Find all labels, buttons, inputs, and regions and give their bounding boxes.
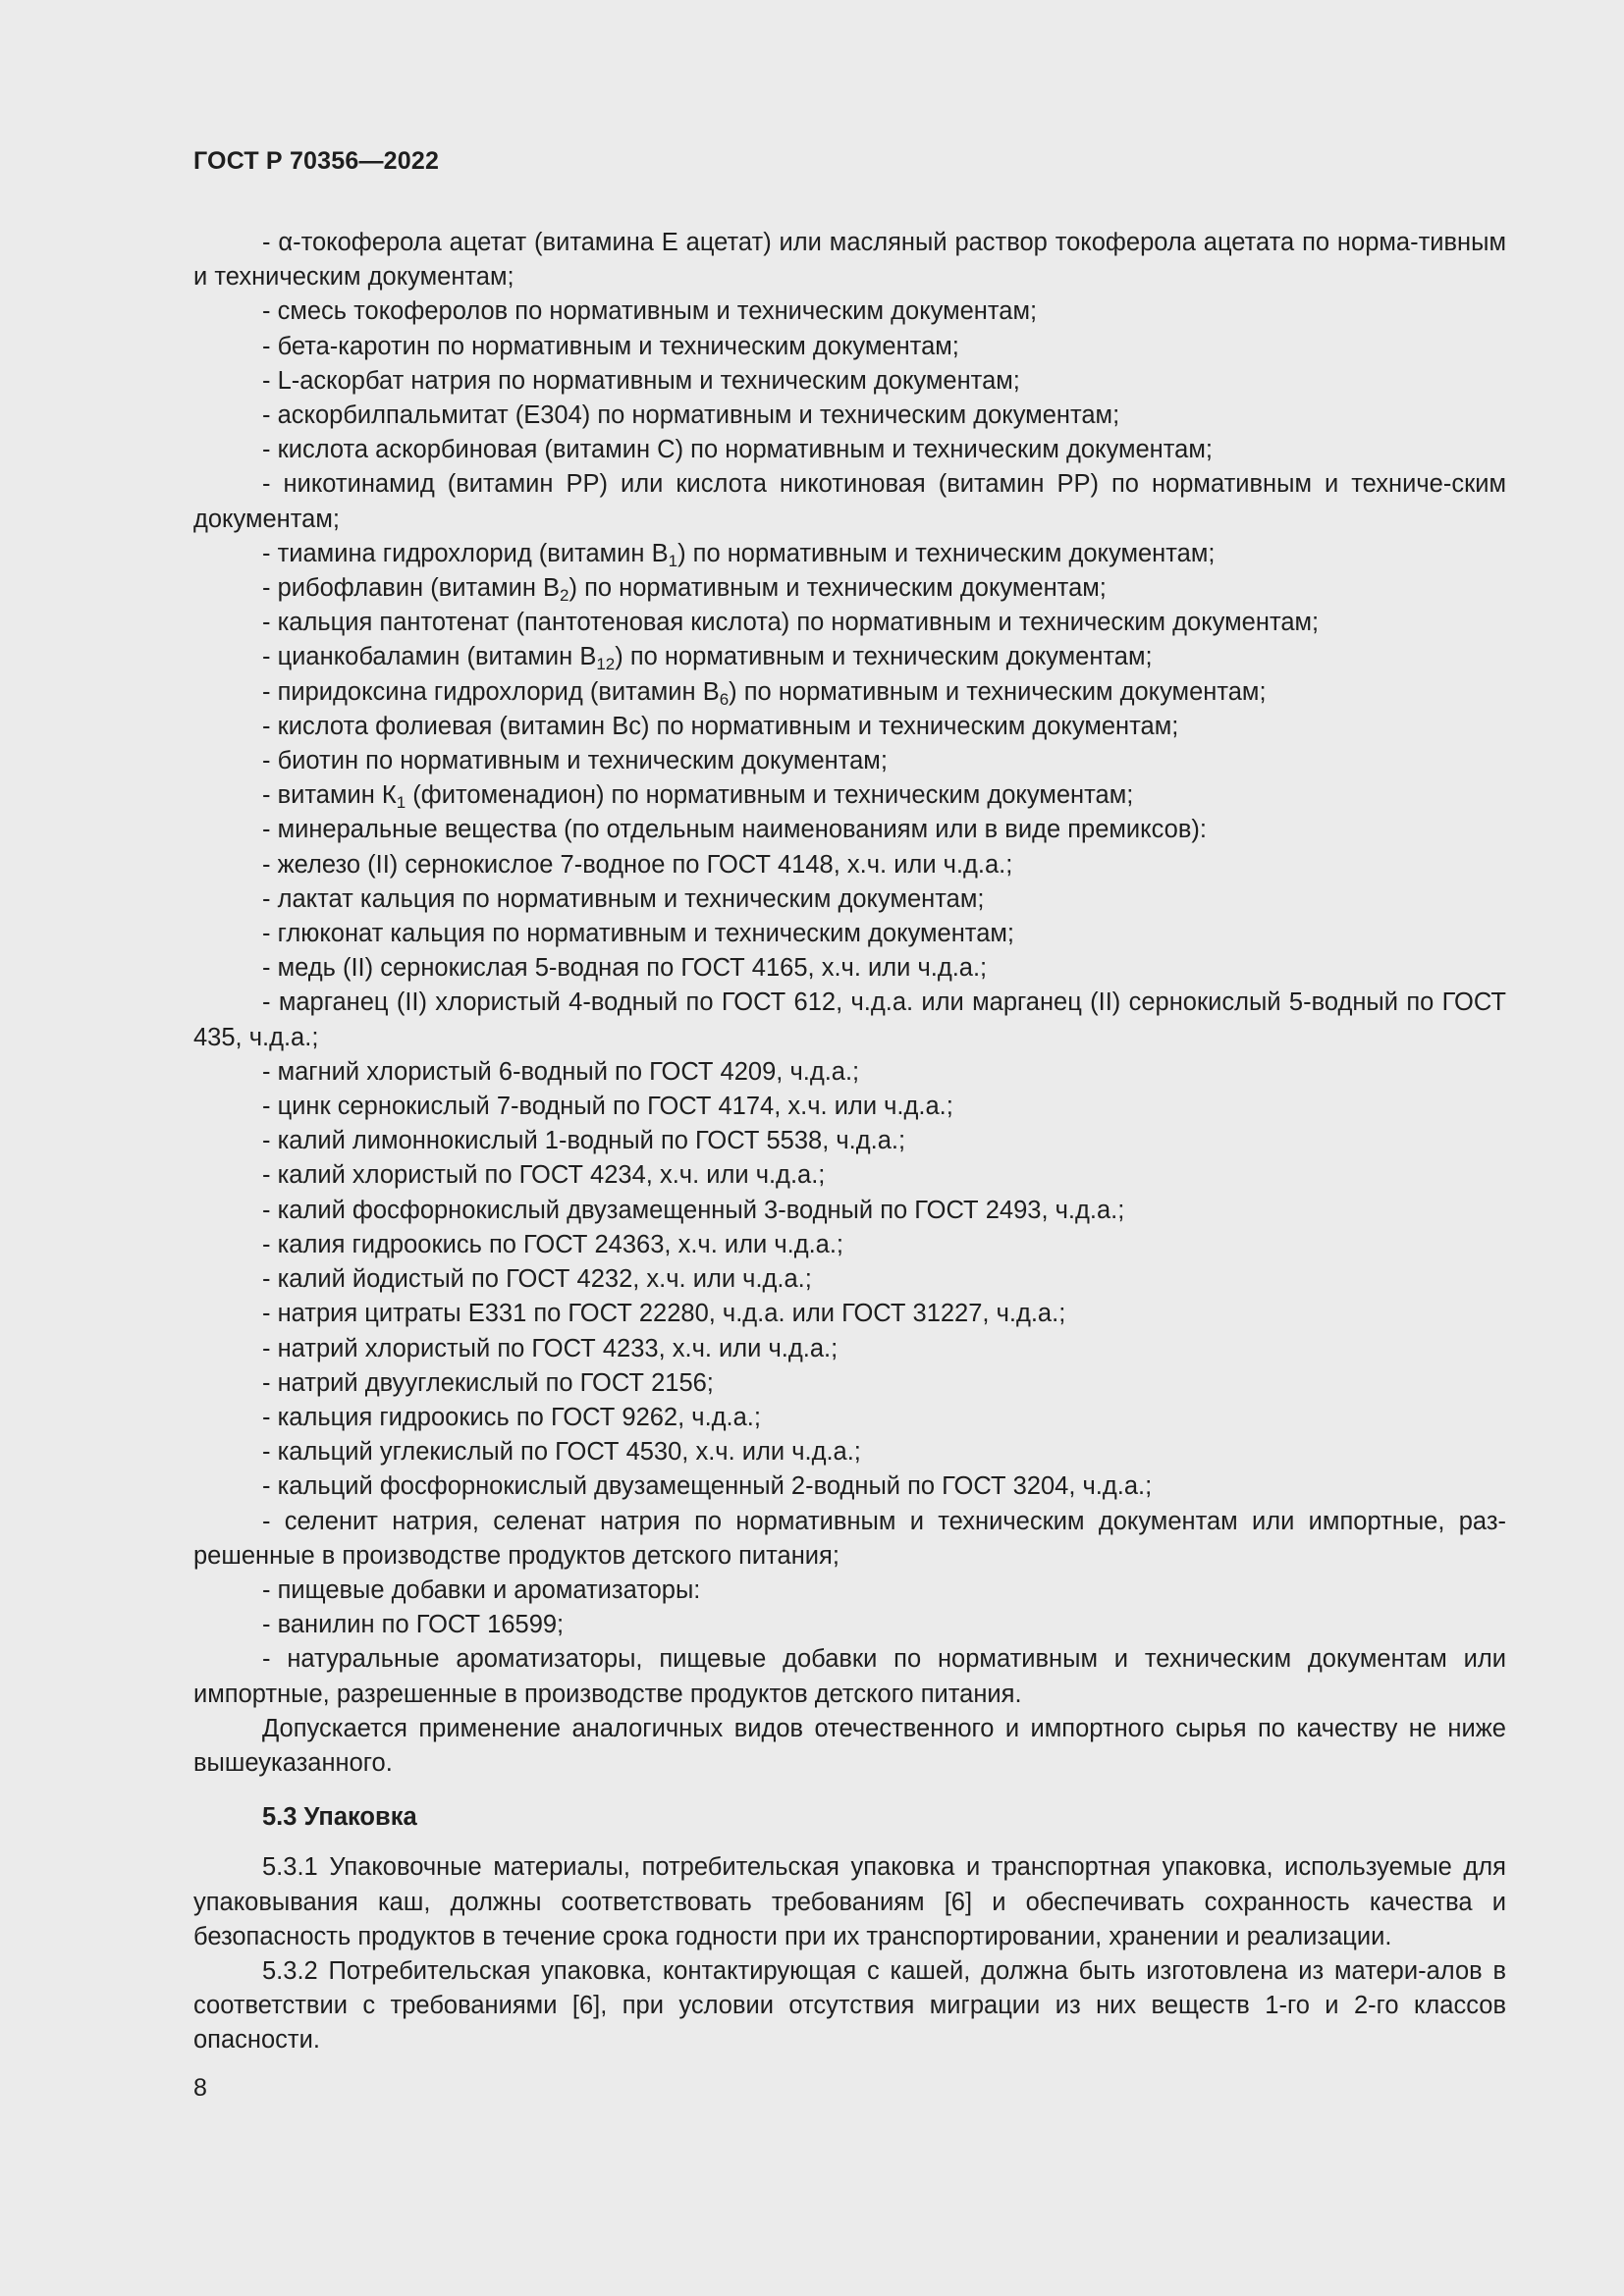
list-item: - ванилин по ГОСТ 16599; xyxy=(262,1611,565,1639)
list-item: - L-аскорбат натрия по нормативным и техническим документам; xyxy=(262,366,1020,395)
list-item-text: - пиридоксина гидрохлорид (витамин В xyxy=(262,677,720,706)
list-item-text: - рибофлавин (витамин В xyxy=(262,574,561,603)
list-item xyxy=(193,778,1506,813)
list-item: - цинк сернокислый 7-водный по ГОСТ 4174, х.ч. или ч.д.а.; xyxy=(262,1093,953,1121)
ingredient-list xyxy=(193,226,1506,1712)
subscript: 12 xyxy=(596,655,616,674)
list-item: - натрия цитраты Е331 по ГОСТ 22280, ч.д.а. или ГОСТ 31227, ч.д.а.; xyxy=(262,1300,1066,1328)
list-item: - кальция пантотенат (пантотеновая кислота) по нормативным и техническим документам; xyxy=(262,609,1320,637)
list-item: - марганец (II) хлористый 4-водный по ГОСТ 612, ч.д.а. или марганец (II) сернокислый 5-водный по ГОСТ 435, ч.д.а.; xyxy=(193,988,1506,1051)
list-item: - натрий двууглекислый по ГОСТ 2156; xyxy=(262,1368,714,1397)
list-item: - железо (II) сернокислое 7-водное по ГОСТ 4148, х.ч. или ч.д.а.; xyxy=(262,850,1013,879)
list-item: - медь (II) сернокислая 5-водная по ГОСТ 4165, х.ч. или ч.д.а.; xyxy=(262,954,988,983)
list-item: - калий хлористый по ГОСТ 4234, х.ч. или ч.д.а.; xyxy=(262,1161,826,1190)
list-item: - натуральные ароматизаторы, пищевые добавки по нормативным и техническим документам или импортные, разрешенные в производстве продуктов детского питания. xyxy=(193,1645,1506,1708)
list-item-text: ) по нормативным и техническим документам; xyxy=(677,539,1216,567)
list-item: - магний хлористый 6-водный по ГОСТ 4209, ч.д.а.; xyxy=(262,1057,860,1086)
list-item: - калия гидроокись по ГОСТ 24363, х.ч. или ч.д.а.; xyxy=(262,1230,844,1258)
list-item: - смесь токоферолов по нормативным и техническим документам; xyxy=(262,297,1038,326)
section-paragraph-1: 5.3.1 Упаковочные материалы, потребительская упаковка и транспортная упаковка, используемые для упаковывания каш, должны соответствовать требованиям [6] и обеспечивать сохранность качества и безопасность продуктов в течение срока годности при их транспортировании, хранении и реализации. xyxy=(193,1853,1506,1950)
list-item xyxy=(193,675,1506,710)
list-item: - калий фосфорнокислый двузамещенный 3-водный по ГОСТ 2493, ч.д.а.; xyxy=(262,1196,1125,1224)
list-item xyxy=(193,537,1506,571)
list-item: - глюконат кальция по нормативным и техническим документам; xyxy=(262,920,1014,948)
list-item: - минеральные вещества (по отдельным наименованиям или в виде премиксов): xyxy=(262,816,1207,844)
page-content xyxy=(193,226,1506,2058)
list-item: - пищевые добавки и ароматизаторы: xyxy=(262,1575,701,1604)
list-item xyxy=(193,640,1506,674)
standard-header: ГОСТ Р 70356—2022 xyxy=(193,147,440,175)
list-item: - аскорбилпальмитат (Е304) по нормативным и техническим документам; xyxy=(262,401,1120,430)
list-item-text: ) по нормативным и техническим документам; xyxy=(729,677,1267,706)
section-title: 5.3 Упаковка xyxy=(262,1803,417,1832)
list-item: - кальция гидроокись по ГОСТ 9262, ч.д.а.; xyxy=(262,1403,761,1431)
list-item: - кислота фолиевая (витамин Вс) по нормативным и техническим документам; xyxy=(262,712,1179,740)
list-item: - селенит натрия, селенат натрия по нормативным и техническим документам или импортные, раз-решенные в производстве продуктов детского питания; xyxy=(193,1507,1506,1570)
list-item-text: (фитоменадион) по нормативным и техническим документам; xyxy=(406,781,1134,810)
subscript: 1 xyxy=(396,793,406,813)
subscript: 1 xyxy=(668,551,678,570)
list-item-text: - цианкобаламин (витамин В xyxy=(262,643,597,671)
list-item: - кальций углекислый по ГОСТ 4530, х.ч. или ч.д.а.; xyxy=(262,1438,861,1467)
list-item: - бета-каротин по нормативным и техническим документам; xyxy=(262,332,959,360)
list-item: - биотин по нормативным и техническим документам; xyxy=(262,747,888,775)
list-item: - α-токоферола ацетат (витамина Е ацетат) или масляный раствор токоферола ацетата по норма-тивным и техническим документам; xyxy=(193,229,1506,292)
list-item-text: - витамин К xyxy=(262,781,397,810)
list-item: - кислота аскорбиновая (витамин С) по нормативным и техническим документам; xyxy=(262,436,1213,464)
list-item: - лактат кальция по нормативным и техническим документам; xyxy=(262,884,985,913)
list-item: - кальций фосфорнокислый двузамещенный 2-водный по ГОСТ 3204, ч.д.а.; xyxy=(262,1472,1153,1501)
list-item-text: - тиамина гидрохлорид (витамин В xyxy=(262,539,669,567)
section-paragraph-2: 5.3.2 Потребительская упаковка, контактирующая с кашей, должна быть изготовлена из матери-алов в соответствии с требованиями [6], при условии отсутствия миграции из них веществ 1-го и 2-го классов опасности. xyxy=(193,1956,1506,2055)
list-item: - никотинамид (витамин РР) или кислота никотиновая (витамин РР) по нормативным и техниче-ским документам; xyxy=(193,470,1506,533)
page-number: 8 xyxy=(193,2074,207,2102)
list-item xyxy=(193,571,1506,606)
list-item: - калий лимоннокислый 1-водный по ГОСТ 5538, ч.д.а.; xyxy=(262,1127,906,1155)
list-item-text: ) по нормативным и техническим документам; xyxy=(568,574,1107,603)
list-item: - натрий хлористый по ГОСТ 4233, х.ч. или ч.д.а.; xyxy=(262,1334,839,1362)
subscript: 2 xyxy=(560,586,569,606)
list-item: - калий йодистый по ГОСТ 4232, х.ч. или ч.д.а.; xyxy=(262,1265,812,1294)
subscript: 6 xyxy=(719,689,730,709)
list-item-text: ) по нормативным и техническим документам; xyxy=(615,643,1153,671)
note-paragraph: Допускается применение аналогичных видов отечественного и импортного сырья по качеству не ниже вышеуказанного. xyxy=(193,1714,1506,1777)
